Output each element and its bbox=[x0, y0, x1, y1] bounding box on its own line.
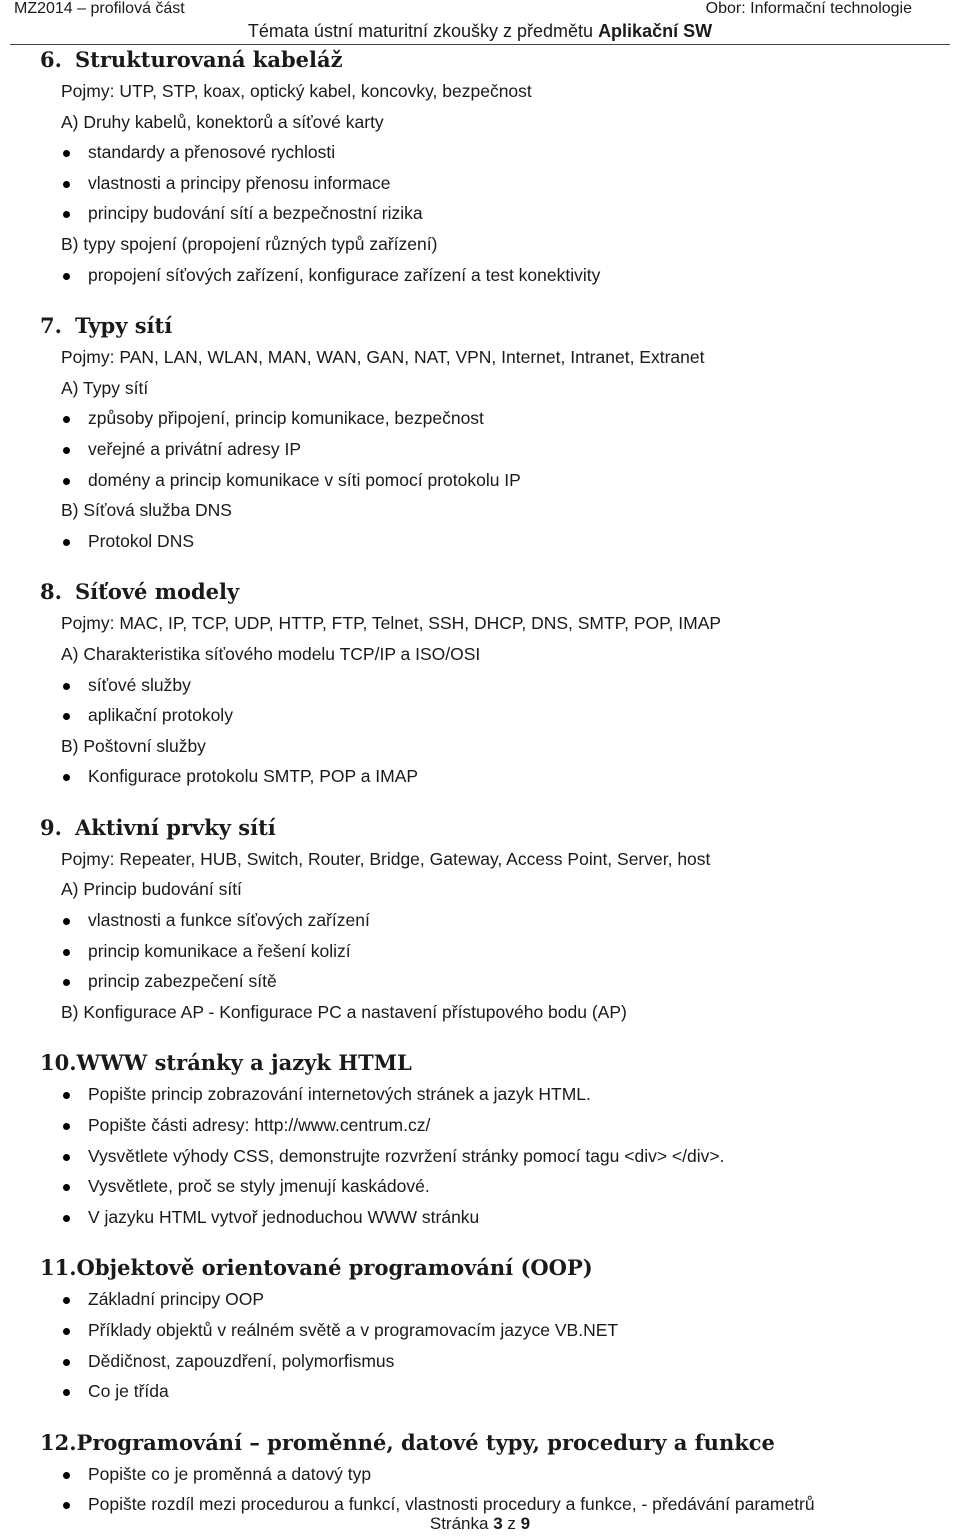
page-header bbox=[0, 0, 960, 46]
question-item: Příklady objektů v reálném světě a v programovacím jazyce VB.NET bbox=[40, 1315, 940, 1346]
section-heading bbox=[40, 1427, 940, 1459]
question-item: Vysvětlete výhody CSS, demonstrujte rozvržení stránky pomocí tagu <div> </div>. bbox=[40, 1141, 940, 1172]
subtopic-b-list bbox=[40, 761, 940, 792]
section-12 bbox=[40, 1427, 940, 1520]
section-title: Strukturovaná kabeláž bbox=[75, 47, 343, 72]
section-number: 8. bbox=[40, 579, 62, 605]
subtopic-a: A) Druhy kabelů, konektorů a síťové karty bbox=[61, 111, 384, 132]
section-gap bbox=[40, 792, 940, 812]
subtopic-a-item: standardy a přenosové rychlosti bbox=[40, 137, 940, 168]
subtopic-b-list bbox=[40, 260, 940, 291]
footer-total-pages: 9 bbox=[520, 1514, 531, 1533]
section-heading bbox=[40, 44, 940, 76]
subtopic-a: A) Typy sítí bbox=[61, 377, 149, 398]
question-item: Základní principy OOP bbox=[40, 1284, 940, 1315]
terms-line: Pojmy: MAC, IP, TCP, UDP, HTTP, FTP, Telnet, SSH, DHCP, DNS, SMTP, POP, IMAP bbox=[61, 613, 722, 634]
page-footer bbox=[0, 1513, 960, 1535]
section-title: Síťové modely bbox=[75, 579, 240, 605]
section-heading bbox=[40, 1252, 940, 1284]
subtopic-b: B) Poštovní služby bbox=[61, 735, 206, 756]
terms-line: Pojmy: Repeater, HUB, Switch, Router, Bridge, Gateway, Access Point, Server, host bbox=[61, 848, 711, 869]
section-gap bbox=[40, 1232, 940, 1252]
subtopic-a: A) Princip budování sítí bbox=[61, 879, 242, 900]
terms-line: Pojmy: PAN, LAN, WLAN, MAN, WAN, GAN, NAT, VPN, Internet, Intranet, Extranet bbox=[61, 347, 705, 368]
header-center-text bbox=[0, 20, 960, 42]
section-heading bbox=[40, 310, 940, 342]
section-number: 11. bbox=[40, 1255, 77, 1281]
section-title: Typy sítí bbox=[75, 313, 173, 339]
section-title: Objektově orientované programování (OOP) bbox=[76, 1255, 593, 1281]
question-item: Popište rozdíl mezi procedurou a funkcí, vlastnosti procedury a funkce, - předávání parametrů bbox=[40, 1489, 940, 1520]
section-7 bbox=[40, 310, 940, 556]
subtopic-b: B) Konfigurace AP - Konfigurace PC a nastavení přístupového bodu (AP) bbox=[61, 1001, 627, 1022]
question-list bbox=[40, 1284, 940, 1406]
subtopic-a-item: síťové služby bbox=[40, 670, 940, 701]
subtopic-a-item: vlastnosti a principy přenosu informace bbox=[40, 168, 940, 199]
subtopic-b-item: propojení síťových zařízení, konfigurace zařízení a test konektivity bbox=[40, 260, 940, 291]
footer-of: z bbox=[507, 1514, 516, 1533]
subtopic-a-list bbox=[40, 905, 940, 997]
section-11 bbox=[40, 1252, 940, 1406]
question-item: Popište co je proměnná a datový typ bbox=[40, 1459, 940, 1490]
section-title: Programování – proměnné, datové typy, procedury a funkce bbox=[76, 1429, 775, 1455]
subtopic-b: B) Síťová služba DNS bbox=[61, 500, 232, 521]
section-gap bbox=[40, 290, 940, 310]
footer-page-number: 3 bbox=[493, 1514, 503, 1533]
question-item: Popište princip zobrazování internetových stránek a jazyk HTML. bbox=[40, 1079, 940, 1110]
header-left-text: MZ2014 – profilová část bbox=[14, 0, 185, 17]
footer-prefix: Stránka bbox=[429, 1514, 489, 1533]
section-6 bbox=[40, 44, 940, 290]
section-number: 12. bbox=[40, 1429, 77, 1455]
section-gap bbox=[40, 1027, 940, 1047]
section-9 bbox=[40, 812, 940, 1028]
subtopic-a-item: domény a princip komunikace v síti pomocí protokolu IP bbox=[40, 465, 940, 496]
section-10 bbox=[40, 1047, 940, 1232]
subtopic-a-item: principy budování sítí a bezpečnostní rizika bbox=[40, 198, 940, 229]
header-center-prefix: Témata ústní maturitní zkoušky z předmětu bbox=[247, 21, 594, 41]
subtopic-a-item: princip zabezpečení sítě bbox=[40, 966, 940, 997]
subtopic-a-list bbox=[40, 403, 940, 495]
question-item: Dědičnost, zapouzdření, polymorfismus bbox=[40, 1346, 940, 1377]
subtopic-b-list bbox=[40, 526, 940, 557]
section-number: 6. bbox=[40, 47, 62, 72]
header-center-subject: Aplikační SW bbox=[598, 21, 713, 41]
question-item: V jazyku HTML vytvoř jednoduchou WWW stránku bbox=[40, 1202, 940, 1233]
question-list bbox=[40, 1079, 940, 1232]
section-number: 10. bbox=[40, 1050, 77, 1076]
section-title: WWW stránky a jazyk HTML bbox=[76, 1050, 412, 1076]
section-gap bbox=[40, 1407, 940, 1427]
subtopic-a-item: aplikační protokoly bbox=[40, 700, 940, 731]
subtopic-a-item: princip komunikace a řešení kolizí bbox=[40, 936, 940, 967]
subtopic-b-item: Protokol DNS bbox=[40, 526, 940, 557]
section-number: 7. bbox=[40, 313, 62, 339]
section-number: 9. bbox=[40, 814, 62, 840]
subtopic-a-item: veřejné a privátní adresy IP bbox=[40, 434, 940, 465]
document-body bbox=[40, 44, 940, 1520]
header-right-text: Obor: Informační technologie bbox=[705, 0, 912, 17]
subtopic-b-item: Konfigurace protokolu SMTP, POP a IMAP bbox=[40, 761, 940, 792]
terms-line: Pojmy: UTP, STP, koax, optický kabel, koncovky, bezpečnost bbox=[61, 81, 532, 101]
section-8 bbox=[40, 576, 940, 792]
question-item: Co je třída bbox=[40, 1376, 940, 1407]
subtopic-a: A) Charakteristika síťového modelu TCP/IP a ISO/OSI bbox=[61, 643, 481, 664]
section-gap bbox=[40, 556, 940, 576]
section-heading bbox=[40, 1047, 940, 1079]
subtopic-a-list bbox=[40, 670, 940, 731]
question-list bbox=[40, 1459, 940, 1520]
subtopic-b: B) typy spojení (propojení různých typů zařízení) bbox=[61, 233, 438, 254]
section-heading bbox=[40, 576, 940, 608]
question-item: Popište části adresy: http://www.centrum.cz/ bbox=[40, 1110, 940, 1141]
subtopic-a-list bbox=[40, 137, 940, 229]
subtopic-a-item: způsoby připojení, princip komunikace, bezpečnost bbox=[40, 403, 940, 434]
question-item: Vysvětlete, proč se styly jmenují kaskádové. bbox=[40, 1171, 940, 1202]
section-heading bbox=[40, 812, 940, 844]
subtopic-a-item: vlastnosti a funkce síťových zařízení bbox=[40, 905, 940, 936]
section-title: Aktivní prvky sítí bbox=[75, 814, 276, 840]
